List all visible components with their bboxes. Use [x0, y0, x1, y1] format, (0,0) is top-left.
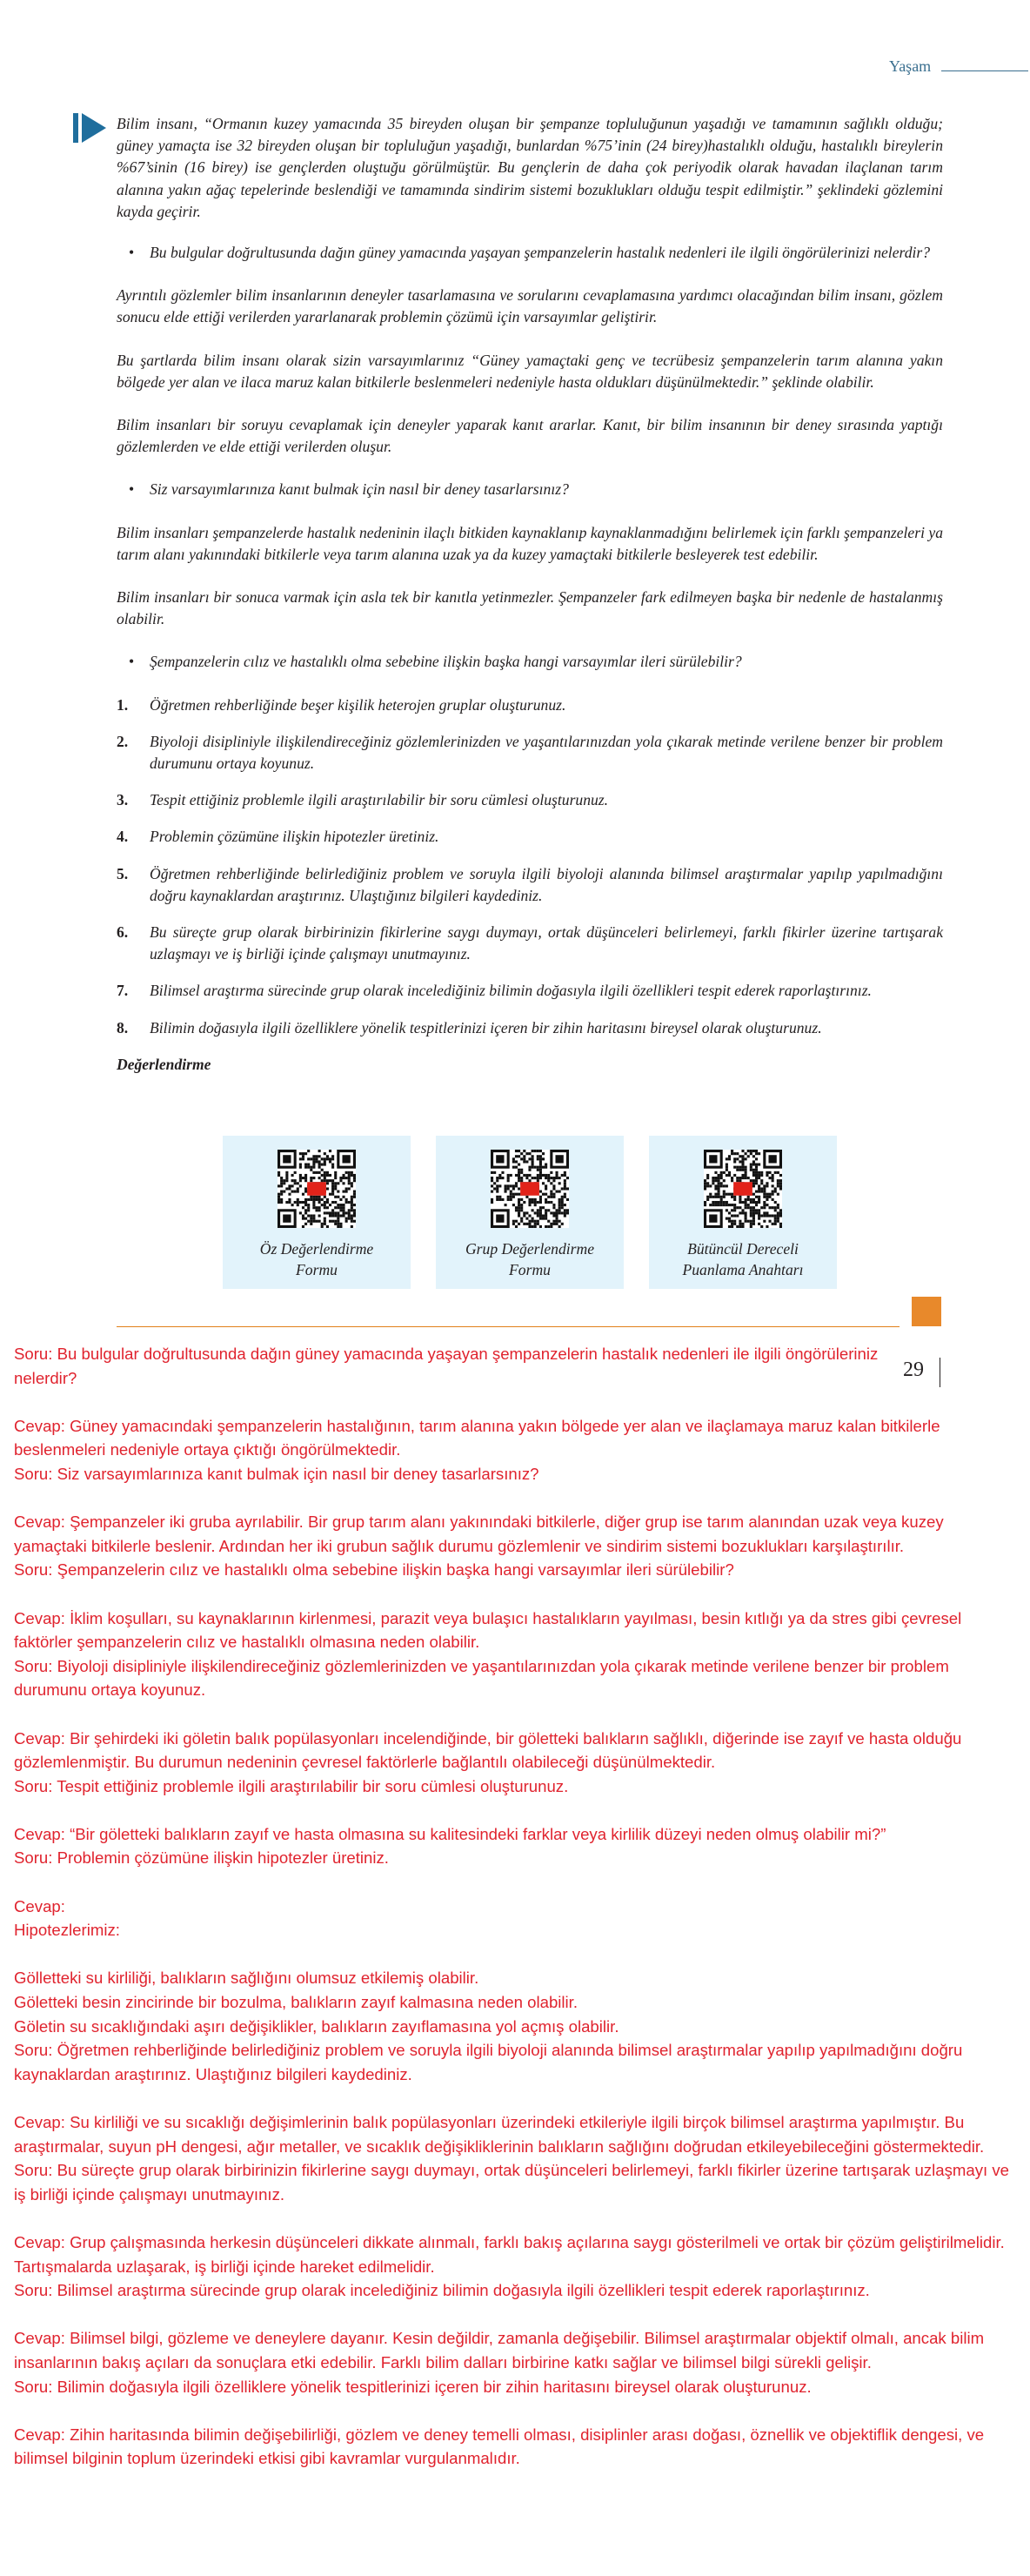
task-number: 8.	[117, 1018, 129, 1036]
qa-question: Soru: Bu bulgular doğrultusunda dağın güney yamacında yaşayan şempanzelerin hastalık nedenleri ile ilgili öngörüleriniz nelerdir?	[14, 1345, 879, 1387]
task-text: Bu süreçte grup olarak birbirinizin fikirlerine saygı duymayı, ortak düşünceleri belirlemeyi, farklı fikirler üzerine tartışarak uzlaşmayı ve iş birliği içinde çalışmayı unutmayınız.	[150, 923, 943, 963]
qa-hypothesis: Göletteki besin zincirinde bir bozulma, balıkların zayıf kalmasına neden olabilir.	[14, 1993, 579, 2012]
qa-spacer	[14, 1702, 1014, 1727]
task-item	[117, 1017, 943, 1039]
paragraph-test: Bilim insanları şempanzelerde hastalık nedeninin ilaçlı bitkiden kaynaklanıp kaynaklanmadığını belirlemek için farklı şempanzeleri ya tarım alanı yakınındaki bitkilerle veya tarım alanına uzak ya da kuzey yamaçtaki bitkilerle besleyerek test edebilir.	[117, 523, 943, 563]
qa-spacer	[14, 2086, 1014, 2110]
qa-hypothesis: Gölletteki su kirliliği, balıkların sağlığını olumsuz etkilemiş olabilir.	[14, 1969, 479, 1988]
qr-card-row	[223, 1136, 837, 1289]
task-number: 6.	[117, 923, 129, 942]
task-text: Tespit ettiğiniz problemle ilgili araştırılabilir bir soru cümlesi oluşturunuz.	[150, 791, 609, 809]
qr-card-label	[649, 1238, 837, 1280]
qr-card-label	[223, 1238, 411, 1280]
qa-answer: Cevap: Bilimsel bilgi, gözleme ve deneylere dayanır. Kesin değildir, zamanla değişebilir. Bilimsel araştırmalar objektif olmalı, ancak bilim insanlarının bakış açıları da sonuçlara etki edebilir. Farklı bilim dalları birbirine katkı sağlar ve bilimsel bilgi sürekli gelişir.	[14, 2329, 985, 2371]
paragraph-conclusion: Bilim insanları bir sonuca varmak için asla tek bir kanıtla yetinmezler. Şempanzeler fark edilmeyen başka bir nedenle de hastalanmış olabilir.	[117, 588, 943, 628]
task-item	[117, 826, 943, 848]
task-item	[117, 789, 943, 811]
qr-code-icon	[704, 1150, 782, 1228]
qa-question: Soru: Siz varsayımlarınıza kanıt bulmak için nasıl bir deney tasarlarsınız?	[14, 1464, 539, 1483]
qa-spacer	[14, 2303, 1014, 2327]
qa-answer: Cevap: Güney yamacındaki şempanzelerin hastalığının, tarım alanına yakın bölgede yer alan ve ilaçlamaya maruz kalan bitkilerle beslenmeleri nedeniyle ortaya çıktığı öngörülmektedir.	[14, 1416, 940, 1459]
qa-answer: Cevap: İklim koşulları, su kaynaklarının kirlenmesi, parazit veya bulaşıcı hastalıkların yayılması, besin kıtlığı ya da stres gibi çevresel faktörler şempanzelerin cılız ve hastalıklı olmasına neden olabilir.	[14, 1608, 962, 1652]
task-item	[117, 922, 943, 965]
qr-label-line: Formu	[296, 1261, 338, 1278]
header-rule	[941, 70, 1028, 71]
qr-card-group-evaluation[interactable]	[436, 1136, 624, 1289]
task-item	[117, 863, 943, 907]
qr-card-rubric[interactable]	[649, 1136, 837, 1289]
section-header: Yaşam	[889, 57, 932, 75]
qr-label-line: Öz Değerlendirme	[259, 1240, 374, 1258]
qa-hypothesis: Göletin su sıcaklığındaki aşırı değişiklikler, balıkların zayıflamasına yol açmış olabilir.	[14, 2016, 619, 2036]
task-item	[117, 694, 943, 716]
qa-spacer	[14, 2398, 1014, 2423]
section-arrow-icon	[73, 113, 106, 143]
task-text: Bilimsel araştırma sürecinde grup olarak incelediğiniz bilimin doğasıyla ilgili özellikleri tespit ederek raporlaştırınız.	[150, 982, 872, 1000]
textbook-content	[117, 113, 943, 1097]
qa-question: Soru: Problemin çözümüne ilişkin hipotezler üretiniz.	[14, 1848, 389, 1868]
task-text: Öğretmen rehberliğinde beşer kişilik heterojen gruplar oluşturunuz.	[150, 695, 566, 714]
qr-card-self-evaluation[interactable]	[223, 1136, 411, 1289]
qa-answer: Cevap: “Bir göletteki balıkların zayıf ve hasta olmasına su kalitesindeki farklar veya kirlilik düzeyi neden olmuş olabilir mi?”	[14, 1824, 886, 1843]
qa-overlay	[14, 1342, 1014, 2471]
task-text: Öğretmen rehberliğinde belirlediğiniz problem ve soruyla ilgili biyoloji alanında bilimsel araştırmalar yapılıp yapılmadığını doğru kaynaklardan araştırınız. Ulaştığınız bilgileri kaydediniz.	[150, 864, 943, 904]
task-item	[117, 731, 943, 775]
qa-answer: Cevap:	[14, 1896, 65, 1915]
task-number: 5.	[117, 864, 129, 882]
qr-card-label	[436, 1238, 624, 1280]
task-item	[117, 980, 943, 1002]
qa-question: Soru: Bilimsel araştırma sürecinde grup olarak incelediğiniz bilimin doğasıyla ilgili özellikleri tespit ederek raporlaştırınız.	[14, 2281, 870, 2300]
qa-spacer	[14, 1798, 1014, 1822]
qr-label-line: Puanlama Anahtarı	[682, 1261, 804, 1278]
task-text: Bilimin doğasıyla ilgili özelliklere yönelik tespitlerinizi içeren bir zihin haritasını bireysel olarak oluşturunuz.	[150, 1018, 822, 1036]
qr-code-icon	[491, 1150, 569, 1228]
task-number: 7.	[117, 982, 129, 1000]
qa-answer: Cevap: Grup çalışmasında herkesin düşünceleri dikkate alınmalı, farklı bakış açılarına saygı gösterilmeli ve ortak bir çözüm geliştirilmelidir. Tartışmalarda uzlaşarak, iş birliği içinde hareket edilmelidir.	[14, 2232, 1005, 2276]
paragraph-evidence: Bilim insanları bir soruyu cevaplamak için deneyler yaparak kanıt ararlar. Kanıt, bir bilim insanının bir deney sırasında yaptığı gözlemlerden ve elde ettiği verilerden oluşur.	[117, 416, 943, 456]
qr-label-line: Formu	[509, 1261, 551, 1278]
task-text: Problemin çözümüne ilişkin hipotezler üretiniz.	[150, 828, 439, 846]
task-text: Biyoloji disipliniyle ilişkilendireceğiniz gözlemlerinizden ve yaşantılarınızdan yola çıkarak metinde verilene benzer bir problem durumunu ortaya koyunuz.	[150, 732, 943, 773]
qa-question: Soru: Biyoloji disipliniyle ilişkilendireceğiniz gözlemlerinizden ve yaşantılarınızdan yola çıkarak metinde verilene benzer bir problem durumunu ortaya koyunuz.	[14, 1656, 949, 1700]
qa-question: Soru: Bilimin doğasıyla ilgili özelliklere yönelik tespitlerinizi içeren bir zihin haritasını bireysel olarak oluşturunuz.	[14, 2377, 812, 2396]
footer-accent-square	[912, 1297, 941, 1326]
qa-answer: Cevap: Su kirliliği ve su sıcaklığı değişimlerinin balık popülasyonları üzerindeki etkileriyle ilgili birçok bilimsel araştırma yapılmıştır. Bu araştırmalar, suyun pH dengesi, ağır metaller, ve sıcaklık değişikliklerinin balıkların sağlığını doğrudan etkileyebileceğini göstermektedir.	[14, 2113, 985, 2156]
evaluation-title: Değerlendirme	[117, 1055, 211, 1073]
qa-question: Soru: Şempanzelerin cılız ve hastalıklı olma sebebine ilişkin başka hangi varsayımlar ileri sürülebilir?	[14, 1560, 734, 1580]
task-number: 1.	[117, 695, 129, 714]
qa-spacer	[14, 1942, 1014, 1967]
qa-answer: Cevap: Zihin haritasında bilimin değişebilirliği, gözlem ve deney temelli olması, disiplinler arası doğası, öznellik ve objektiflik dengesi, ve bilimsel bilginin toplum üzerindeki etkisi gibi kavramlar vurgulanmalıdır.	[14, 2425, 985, 2468]
task-list	[117, 694, 943, 1039]
qr-label-line: Grup Değerlendirme	[465, 1240, 595, 1258]
qa-spacer	[14, 1390, 1014, 1414]
page-number: 29	[903, 1358, 924, 1381]
qa-spacer	[14, 2206, 1014, 2231]
qa-spacer	[14, 1486, 1014, 1511]
task-number: 2.	[117, 732, 129, 750]
intro-paragraph: Bilim insanı, “Ormanın kuzey yamacında 35 bireyden oluşan bir şempanze topluluğunun yaşadığı ve tamamının sağlıklı olduğu; güney yamaçta ise 32 bireyden oluşan bir topluluğun yaşadığı, bunlardan %75’inin (24 birey)hastalıklı olduğu, hastalıklı bireylerin %67’sinin (16 birey) ise gençlerden oluştuğu görülmüştür. Bu gençlerin de daha çok periyodik olarak havadan ilaçlanan tarım alanına yakın ağaç tepelerinde beslendiği ve tamamında sindirim sistemi bozuklukları olduğu tespit edilmiştir.” şeklindeki gözlemini kayda geçirir.	[117, 115, 943, 220]
qa-spacer	[14, 1870, 1014, 1895]
qa-question: Soru: Bu süreçte grup olarak birbirinizin fikirlerine saygı duymayı, ortak düşünceleri belirlemeyi, farklı fikirler üzerine tartışarak uzlaşmayı ve iş birliği içinde çalışmayı unutmayınız.	[14, 2161, 1009, 2204]
task-number: 4.	[117, 828, 129, 846]
task-number: 3.	[117, 791, 129, 809]
paragraph-hypothesis: Bu şartlarda bilim insanı olarak sizin varsayımlarınız “Güney yamaçtaki genç ve tecrübesiz şempanzelerin tarım alanına yakın bölgede yer alan ve ilaca maruz kalan bitkilerle beslenmeleri nedeniyle hasta oldukları düşünülmektedir.” şeklinde olabilir.	[117, 351, 943, 391]
qa-answer-heading: Hipotezlerimiz:	[14, 1921, 120, 1940]
bullet-question-1: • Bu bulgular doğrultusunda dağın güney yamacında yaşayan şempanzelerin hastalık nedenleri ile ilgili öngörülerinizi nelerdir?	[117, 242, 943, 264]
qa-spacer	[14, 1582, 1014, 1607]
qr-label-line: Bütüncül Dereceli	[687, 1240, 799, 1258]
paragraph-observations: Ayrıntılı gözlemler bilim insanlarının deneyler tasarlamasına ve sorularını cevaplamasına yardımcı olacağından bilim insanı, gözlem sonucu elde ettiği verilerden yararlanarak problemin çözümü için varsayımlar geliştirir.	[117, 286, 943, 326]
bullet-question-2: • Siz varsayımlarınıza kanıt bulmak için nasıl bir deney tasarlarsınız?	[117, 479, 943, 500]
qa-answer: Cevap: Şempanzeler iki gruba ayrılabilir. Bir grup tarım alanı yakınındaki bitkilerle, diğer grup ise tarım alanından uzak veya kuzey yamaçtaki bitkilerle beslenir. Ardından her iki grubun sağlık durumu gözlemlenir ve sindirim sistemi bozuklukları karşılaştırılır.	[14, 1513, 944, 1555]
qa-question: Soru: Öğretmen rehberliğinde belirlediğiniz problem ve soruyla ilgili biyoloji alanında bilimsel araştırmalar yapılıp yapılmadığını doğru kaynaklardan araştırınız. Ulaştığınız bilgileri kaydediniz.	[14, 2041, 963, 2083]
bullet-question-3: • Şempanzelerin cılız ve hastalıklı olma sebebine ilişkin başka hangi varsayımlar ileri sürülebilir?	[117, 651, 943, 673]
footer-rule	[117, 1326, 900, 1327]
qa-answer: Cevap: Bir şehirdeki iki göletin balık popülasyonları incelendiğinde, bir göletteki balıkların sağlıklı, diğerinde ise zayıf ve hasta olduğu gözlemlenmiştir. Bu durumun nedeninin çevresel faktörlerle bağlantılı olabileceği düşünülmektedir.	[14, 1728, 962, 1772]
qr-code-icon	[278, 1150, 356, 1228]
qa-question: Soru: Tespit ettiğiniz problemle ilgili araştırılabilir bir soru cümlesi oluşturunuz.	[14, 1776, 569, 1795]
